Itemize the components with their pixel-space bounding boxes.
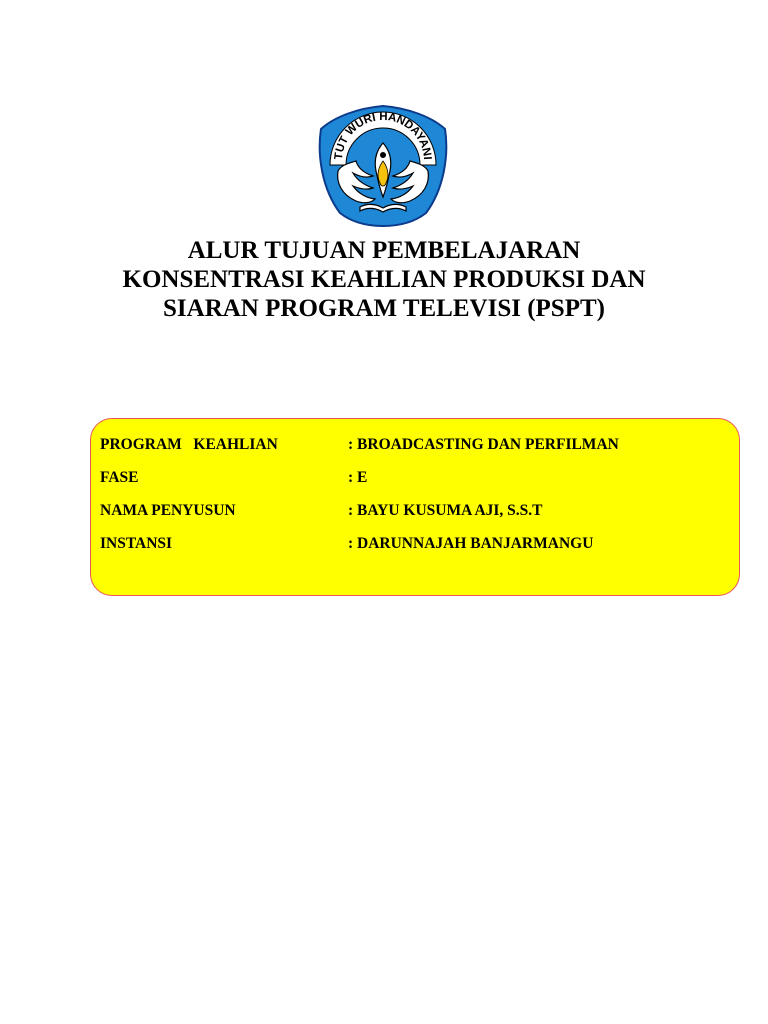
tut-wuri-handayani-logo: [316, 103, 450, 227]
info-label: PROGRAM KEAHLIAN: [100, 436, 278, 453]
title-line-1: ALUR TUJUAN PEMBELAJARAN: [187, 237, 581, 264]
title-line-3: SIARAN PROGRAM TELEVISI (PSPT): [163, 295, 605, 322]
info-label: INSTANSI: [100, 535, 173, 552]
info-value: : DARUNNAJAH BANJARMANGU: [348, 535, 594, 552]
info-value: : E: [348, 469, 368, 486]
logo-motto: TUT WURI HANDAYANI: [332, 110, 433, 161]
info-label: FASE: [100, 469, 139, 486]
document-title: [0, 236, 768, 323]
info-label: NAMA PENYUSUN: [100, 502, 236, 519]
title-line-2: KONSENTRASI KEAHLIAN PRODUKSI DAN: [122, 266, 646, 293]
info-box: [90, 418, 740, 596]
info-value: : BROADCASTING DAN PERFILMAN: [348, 436, 619, 453]
info-value: : BAYU KUSUMA AJI, S.S.T: [348, 502, 543, 519]
